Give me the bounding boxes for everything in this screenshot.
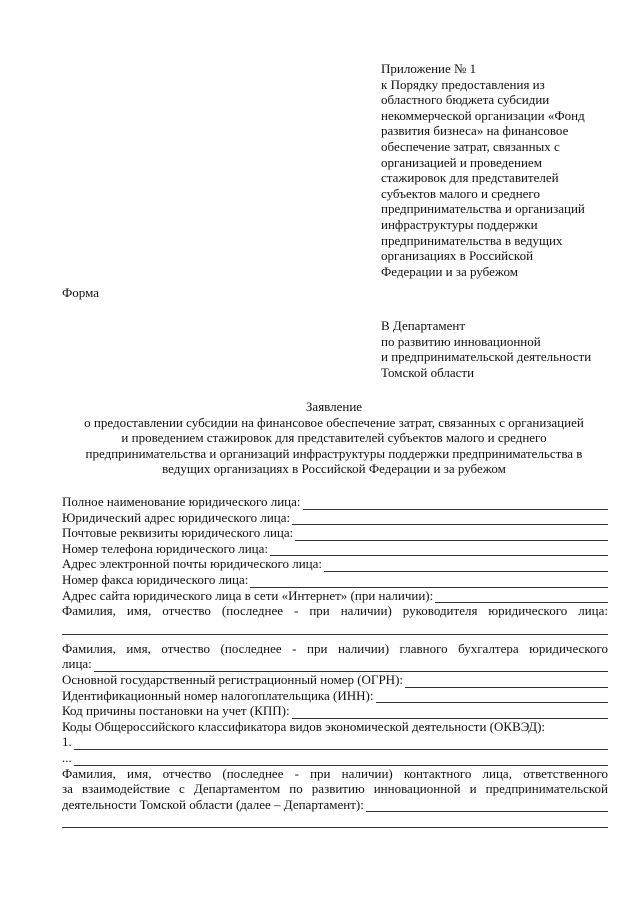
appendix-line: инфраструктуры поддержки (381, 216, 538, 232)
field-label: Номер факса юридического лица: (62, 571, 249, 587)
field-label: Полное наименование юридического лица: (62, 494, 301, 509)
fill-line[interactable] (295, 529, 608, 541)
appendix-line: Приложение № 1 (381, 61, 477, 76)
field-inn (62, 688, 608, 704)
appendix-line: некоммерческой организации «Фонд (381, 107, 585, 123)
field-label: Код причины постановки на учет (КПП): (62, 703, 290, 719)
field-label: деятельности Томской области (далее – Департамент): (62, 796, 364, 812)
title-line: Заявление (305, 399, 363, 414)
application-fields (62, 494, 608, 828)
field-okved-item (62, 734, 608, 750)
fill-line[interactable] (270, 544, 608, 556)
fill-line[interactable] (250, 576, 608, 588)
field-label: Адрес электронной почты юридического лица: (62, 556, 322, 572)
appendix-line: стажировок для представителей (381, 170, 559, 186)
field-accountant-cont (62, 656, 608, 672)
addressee-line: В Департамент (381, 318, 466, 333)
appendix-line: обеспечение затрат, связанных с (381, 138, 560, 154)
fill-line[interactable] (62, 816, 608, 828)
addressee-line: Томской области (381, 364, 475, 380)
field-label: Идентификационный номер налогоплательщика (ИНН): (62, 687, 374, 703)
field-website (62, 588, 608, 604)
title-line: и проведением стажировок для представителей субъектов малого и среднего (121, 430, 547, 446)
title-line: о предоставлении субсидии на финансовое обеспечение затрат, связанных с организацией (84, 414, 584, 430)
field-label: Юридический адрес юридического лица: (62, 509, 291, 525)
field-label: ... (62, 749, 72, 765)
fill-line[interactable] (376, 691, 609, 703)
appendix-line: организациях в Российской (381, 248, 534, 264)
appendix-header (381, 61, 621, 279)
form-label: Форма (62, 285, 99, 300)
appendix-line: развития бизнеса» на финансовое (381, 123, 569, 139)
field-email (62, 556, 608, 572)
fill-line[interactable] (74, 754, 608, 766)
field-fax (62, 572, 608, 588)
field-label: 1. (62, 734, 72, 750)
addressee-line: и предпринимательской деятельности (381, 349, 592, 365)
field-postal (62, 525, 608, 541)
document-title (50, 399, 618, 477)
field-contact: Фамилия, имя, отчество (последнее - при наличии) контактного лица, ответственного (62, 765, 608, 781)
fill-line[interactable] (366, 800, 608, 812)
field-full-name (62, 494, 608, 510)
field-label: Адрес сайта юридического лица в сети «Интернет» (при наличии): (62, 587, 434, 603)
field-legal-address (62, 510, 608, 526)
title-line: предпринимательства и организаций инфраструктуры поддержки предпринимательства в (85, 445, 583, 461)
fill-line[interactable] (324, 560, 608, 572)
appendix-line: к Порядку предоставления из (381, 76, 545, 92)
fill-line[interactable] (94, 660, 608, 672)
field-label: лица: (62, 656, 92, 672)
appendix-line: областного бюджета субсидии (381, 92, 550, 108)
fill-line[interactable] (74, 738, 608, 750)
appendix-line: Федерации и за рубежом (381, 263, 519, 279)
field-contact-line3 (62, 797, 608, 813)
field-okved-more (62, 750, 608, 766)
field-label: Почтовые реквизиты юридического лица: (62, 525, 294, 541)
field-contact-line2: за взаимодействие с Департаментом по развитию инновационной и предпринимательской (62, 781, 608, 797)
fill-line[interactable] (405, 676, 608, 688)
field-ogrn (62, 672, 608, 688)
fill-line[interactable] (62, 623, 608, 635)
fill-line[interactable] (435, 591, 608, 603)
field-phone (62, 541, 608, 557)
addressee-line: по развитию инновационной (381, 333, 541, 349)
fill-line[interactable] (292, 513, 608, 525)
appendix-line: предпринимательства и организаций (381, 201, 585, 217)
field-okved: Коды Общероссийского классификатора видов экономической деятельности (ОКВЭД): (62, 718, 546, 734)
addressee-block (381, 318, 631, 380)
field-head-name: Фамилия, имя, отчество (последнее - при наличии) руководителя юридического лица: (62, 603, 608, 619)
field-label: Основной государственный регистрационный номер (ОГРН): (62, 671, 404, 687)
fill-line[interactable] (303, 498, 609, 510)
appendix-line: организацией и проведением (381, 154, 542, 170)
fill-line[interactable] (292, 707, 608, 719)
field-kpp (62, 703, 608, 719)
field-accountant: Фамилия, имя, отчество (последнее - при наличии) главного бухгалтера юридического (62, 640, 608, 656)
field-label: Номер телефона юридического лица: (62, 540, 268, 556)
appendix-line: предпринимательства в ведущих (381, 232, 563, 248)
appendix-line: субъектов малого и среднего (381, 185, 540, 201)
title-line: ведущих организациях в Российской Федерации и за рубежом (162, 461, 506, 477)
